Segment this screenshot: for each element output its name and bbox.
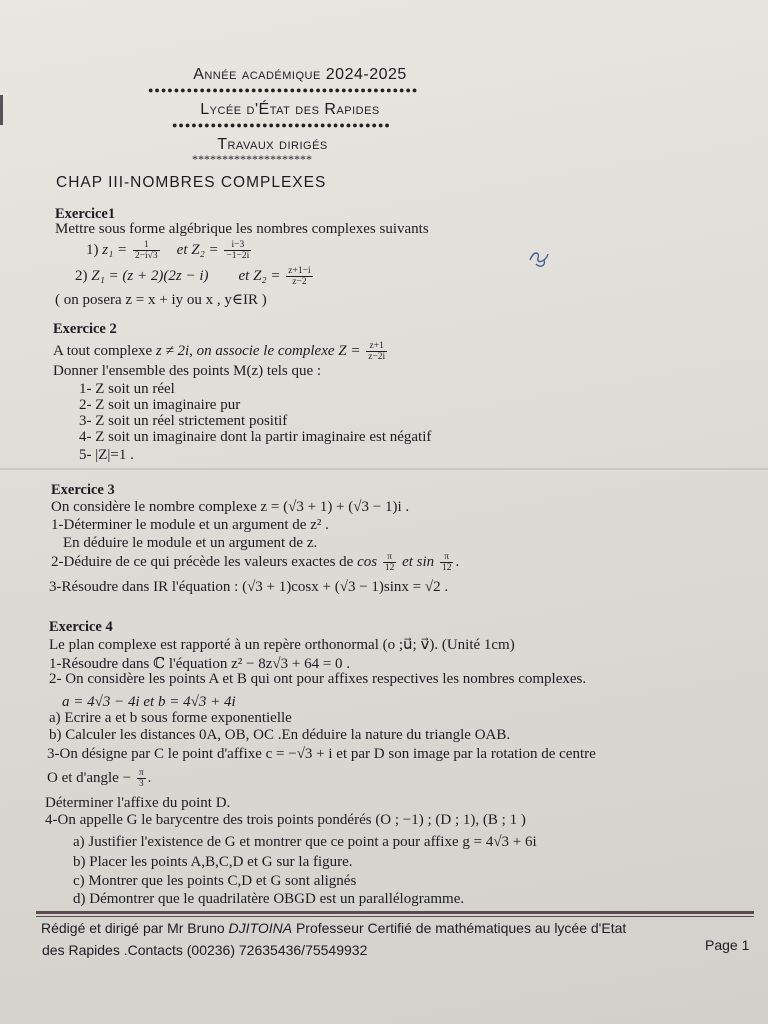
header-stars: ******************** <box>192 152 312 166</box>
ex4-line-8-a: O et d'angle − <box>47 769 132 786</box>
ex4-line-8-end: . <box>147 769 152 786</box>
pen-squiggle-mark <box>526 244 552 270</box>
footer-rule-thick <box>36 911 754 914</box>
ex1-q1-z2: Z₂ = <box>191 241 219 258</box>
ex4-line-3: 2- On considère les points A et B qui ont pour affixes respectives les nombres complexes. <box>49 671 587 687</box>
ex1-q1-label: 1) <box>86 241 99 258</box>
ex4-line-8 <box>47 768 151 789</box>
frac-den: 12 <box>384 563 395 573</box>
ex4-item: a) Justifier l'existence de G et montrer que ce point a pour affixe g = 4√3 + 6i <box>73 834 537 850</box>
ex1-q1-z1: z₁ = <box>102 241 128 258</box>
ex3-title: Exercice 3 <box>51 482 115 498</box>
footer-author-name: DJITOINA <box>228 920 293 936</box>
ex4-line-6: b) Calculer les distances 0A, OB, OC .En déduire la nature du triangle OAB. <box>49 727 511 743</box>
ex2-task: Donner l'ensemble des points M(z) tels que : <box>53 363 322 379</box>
ex4-title: Exercice 4 <box>49 619 113 635</box>
ex3-line-5: 3-Résoudre dans IR l'équation : (√3 + 1)cosx + (√3 − 1)sinx = √2 . <box>49 579 449 595</box>
school-name: Lycée d'État des Rapides <box>200 101 380 118</box>
academic-year: Année académique 2024-2025 <box>193 66 407 83</box>
ex2-intro-a: A tout complexe <box>53 342 153 359</box>
ex1-q1-et: et <box>176 241 188 258</box>
header-dots-1: ●●●●●●●●●●●●●●●●●●●●●●●●●●●●●●●●●●●●●●●●●● <box>148 85 419 95</box>
frac-den: 2−i√3 <box>134 251 158 261</box>
ex1-intro: Mettre sous forme algébrique les nombres complexes suivants <box>55 221 429 237</box>
footer-contacts: des Rapides .Contacts (00236) 72635436/75549932 <box>42 942 368 958</box>
frac-den: 12 <box>441 563 452 573</box>
ex1-q1-z2-frac <box>224 240 251 261</box>
frac-den: z−2i <box>368 352 386 362</box>
footer-author-title: Professeur Certifié de mathématiques au lycée d'Etat <box>295 920 627 936</box>
ex1-q2-z2-frac <box>286 266 312 287</box>
ex2-intro-b: z ≠ 2i, on associe le complexe Z = <box>155 342 361 359</box>
ex3-et-sin: et sin <box>402 553 435 570</box>
ex2-item: 4- Z soit un imaginaire dont la partir imaginaire est négatif <box>79 429 432 445</box>
paper-fold <box>0 468 768 470</box>
ex1-q1-z1-frac <box>133 240 160 261</box>
ex2-item: 3- Z soit un réel strictement positif <box>79 413 288 429</box>
frac-num: z+1−i <box>288 266 311 276</box>
footer-rule-thin <box>36 916 754 917</box>
ex2-frac <box>366 341 387 362</box>
header-dots-2: ●●●●●●●●●●●●●●●●●●●●●●●●●●●●●●●●●● <box>172 120 391 130</box>
ex3-line-2: 1-Déterminer le module et un argument de z² . <box>51 517 329 533</box>
ex1-q1 <box>86 240 253 261</box>
ex1-q2-z2: Z₂ = <box>253 267 281 284</box>
chapter-title: CHAP III-NOMBRES COMPLEXES <box>56 174 327 191</box>
frac-num: π <box>138 768 144 778</box>
ex1-q2-et: et <box>238 267 250 284</box>
page-number: Page 1 <box>705 937 750 953</box>
ex4-line-10: 4-On appelle G le barycentre des trois points pondérés (O ; −1) ; (D ; 1), (B ; 1 ) <box>45 812 526 828</box>
ex2-item: 1- Z soit un réel <box>79 381 175 397</box>
ex4-item: b) Placer les points A,B,C,D et G sur la figure. <box>73 854 353 870</box>
ex2-item: 5- |Z|=1 . <box>79 447 134 463</box>
ex4-item: d) Démontrer que le quadrilatère OBGD est un parallélogramme. <box>73 891 465 907</box>
ex3-line-4 <box>51 552 459 573</box>
ex3-line-4-a: 2-Déduire de ce qui précède les valeurs exactes de <box>51 553 354 570</box>
ex3-frac-1 <box>383 552 397 573</box>
ex4-line-4: a = 4√3 − 4i et b = 4√3 + 4i <box>62 694 236 710</box>
ex4-item: c) Montrer que les points C,D et G sont alignés <box>73 873 357 889</box>
ex1-q2-label: 2) <box>75 267 88 284</box>
ex4-line-9: Déterminer l'affixe du point D. <box>45 795 231 811</box>
frac-den: −1−2i <box>226 251 250 261</box>
ex2-intro <box>53 341 389 362</box>
footer-line-1 <box>41 920 626 936</box>
frac-num: z+1 <box>366 341 387 352</box>
frac-num: π <box>383 552 397 563</box>
ex3-line-3: En déduire le module et un argument de z. <box>63 535 318 551</box>
ex1-q2 <box>75 266 315 287</box>
ex2-title: Exercice 2 <box>53 321 117 337</box>
ex4-line-2: 1-Résoudre dans ℂ l'équation z² − 8z√3 + 64 = 0 . <box>49 656 351 672</box>
frac-num: 1 <box>133 240 160 251</box>
ex4-line-7: 3-On désigne par C le point d'affixe c = −√3 + i et par D son image par la rotation de centre <box>47 746 596 762</box>
ex2-item: 2- Z soit un imaginaire pur <box>79 397 241 413</box>
ex1-note: ( on posera z = x + iy ou x , y∈IR ) <box>55 292 267 308</box>
ex3-frac-2 <box>440 552 454 573</box>
ex4-line-5: a) Ecrire a et b sous forme exponentielle <box>49 710 292 726</box>
ex4-line-1: Le plan complexe est rapporté à un repère orthonormal (o ;u⃗; v⃗). (Unité 1cm) <box>49 637 515 653</box>
ex1-title: Exercice1 <box>55 206 116 222</box>
frac-den: 3 <box>138 779 144 789</box>
footer-author-intro: Rédigé et dirigé par Mr Bruno <box>41 920 225 936</box>
frac-den: z−2 <box>292 277 307 287</box>
frac-num: π <box>440 552 454 563</box>
frac-num: i−3 <box>224 240 251 251</box>
ex3-line-4-end: . <box>455 553 460 570</box>
ex3-cos: cos <box>357 553 378 570</box>
doc-type: Travaux dirigés <box>217 136 328 153</box>
ex3-line-1: On considère le nombre complexe z = (√3 + 1) + (√3 − 1)i . <box>51 499 410 515</box>
ex4-frac <box>137 768 146 789</box>
ex1-q2-z1: Z₁ = (z + 2)(2z − i) <box>91 267 209 284</box>
